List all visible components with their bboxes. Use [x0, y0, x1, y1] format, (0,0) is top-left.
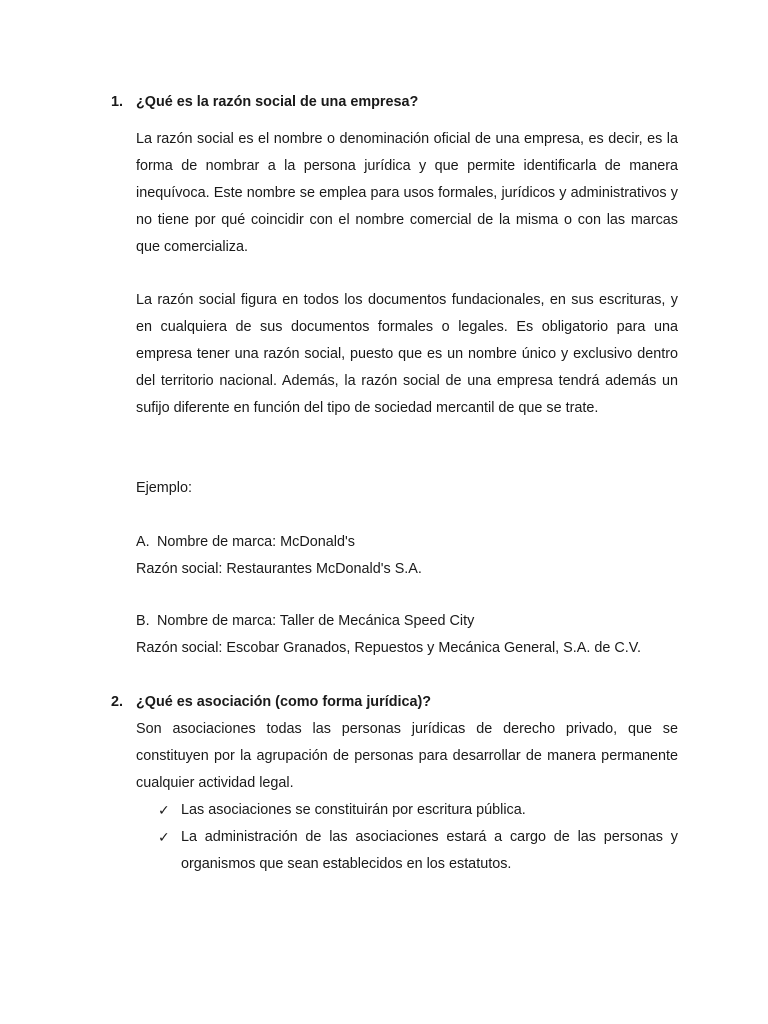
example-a-letter: A. — [136, 534, 150, 550]
example-b-brand-line — [136, 608, 688, 635]
list-item — [158, 797, 678, 824]
example-b-brand: Nombre de marca: Taller de Mecánica Speed City — [157, 613, 475, 629]
example-a-brand-line — [136, 529, 688, 556]
question-2-paragraph: Son asociaciones todas las personas jurídicas de derecho privado, que se constituyen por la agrupación de personas para desarrollar de manera permanente cualquier actividad legal. — [136, 721, 678, 791]
checkmark-icon: ✓ — [158, 802, 170, 818]
question-2-number: 2. — [111, 694, 124, 710]
question-1-number: 1. — [111, 94, 124, 110]
example-b-letter: B. — [136, 613, 150, 629]
question-2-title: ¿Qué es asociación (como forma jurídica)? — [136, 694, 432, 710]
example-a-brand: Nombre de marca: McDonald's — [157, 534, 355, 550]
question-1-paragraph-2: La razón social figura en todos los documentos fundacionales, en sus escrituras, y en cualquiera de sus documentos formales o legales. Es obligatorio para una empresa tener una razón social, puesto que es un nombre único y exclusivo dentro del territorio nacional. Además, la razón social de una empresa tendrá además un sufijo diferente en función del tipo de sociedad mercantil de que se trate. — [136, 292, 678, 416]
question-1-title: ¿Qué es la razón social de una empresa? — [136, 94, 419, 110]
checklist — [158, 797, 678, 878]
example-label: Ejemplo: — [136, 480, 192, 496]
list-item-text: La administración de las asociaciones estará a cargo de las personas y organismos que sean establecidos en los estatutos. — [181, 829, 678, 872]
question-1-paragraph-1: La razón social es el nombre o denominación oficial de una empresa, es decir, es la forma de nombrar a la persona jurídica y que permite identificarla de manera inequívoca. Este nombre se emplea para usos formales, jurídicos y administrativos y no tiene por qué coincidir con el nombre comercial de la misma o con las marcas que comercializa. — [136, 131, 678, 255]
example-a-legal-name: Razón social: Restaurantes McDonald's S.A. — [136, 561, 422, 577]
question-1-heading — [111, 93, 688, 111]
question-2-heading — [111, 693, 688, 711]
list-item-text: Las asociaciones se constituirán por escritura pública. — [181, 802, 526, 818]
list-item — [158, 824, 678, 878]
example-b-legal-name: Razón social: Escobar Granados, Repuestos y Mecánica General, S.A. de C.V. — [136, 640, 641, 656]
checkmark-icon: ✓ — [158, 829, 170, 845]
